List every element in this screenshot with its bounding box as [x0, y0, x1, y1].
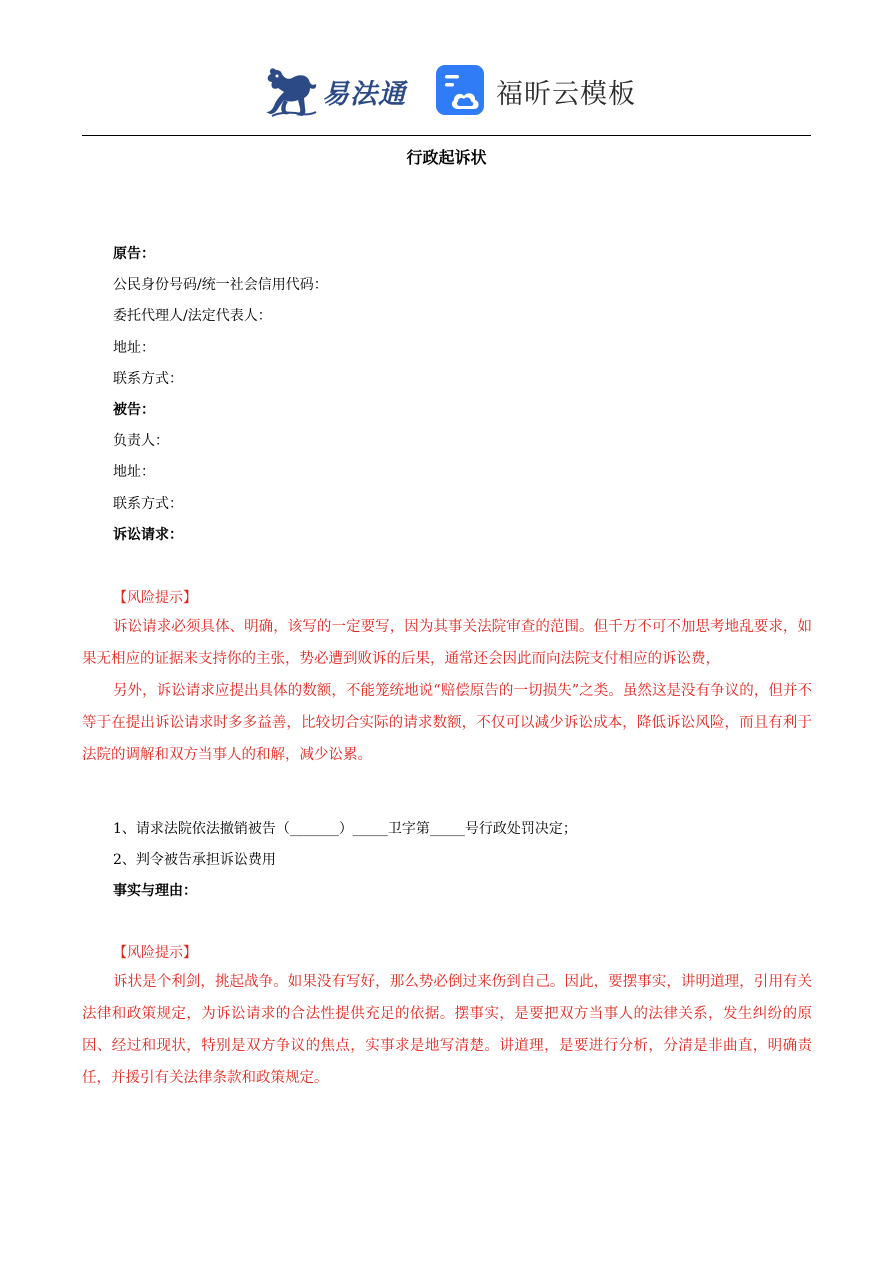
plaintiff-id-field: 公民身份号码/统一社会信用代码：: [113, 277, 328, 293]
risk-tip-paragraph-1a: 诉讼请求必须具体、明确，该写的一定要写，因为其事关法院审查的范围。但千万不可不加思考地乱要求，如果无相应的证据来支持你的主张，势必遭到败诉的后果，通常还会因此而向法院支付相应的诉讼费，: [82, 619, 812, 667]
risk-tip-paragraph-1b: 另外，诉讼请求应提出具体的数额，不能笼统地说“赔偿原告的一切损失”之类。虽然这是没有争议的，但并不等于在提出诉讼请求时多多益善，比较切合实际的请求数额，不仅可以减少诉讼成本，降低诉讼风险，而且有利于法院的调解和双方当事人的和解，减少讼累。: [82, 683, 812, 763]
foxit-template-logo: [436, 65, 636, 117]
yifatong-brand-text: 易法通: [322, 78, 406, 110]
plaintiff-contact-field: 联系方式：: [113, 371, 183, 387]
risk-tip-label-2: 【风险提示】: [113, 945, 197, 961]
risk-tip-paragraph-2: 诉状是个利剑，挑起战争。如果没有写好，那么势必倒过来伤到自己。因此，要摆事实，讲明道理，引用有关法律和政策规定，为诉讼请求的合法性提供充足的依据。摆事实，是要把双方当事人的法律关系，发生纠纷的原因、经过和现状，特别是双方争议的焦点，实事求是地写清楚。讲道理，是要进行分析，分清是非曲直，明确责任，并援引有关法律条款和政策规定。: [82, 974, 812, 1086]
plaintiff-address-field: 地址：: [113, 340, 155, 356]
qilin-horse-icon: [262, 62, 320, 120]
defendant-address-field: 地址：: [113, 464, 155, 480]
header-divider: [82, 135, 811, 136]
defendant-contact-field: 联系方式：: [113, 496, 183, 512]
page-header: [0, 60, 893, 122]
cloud-document-icon: [436, 65, 486, 117]
defendant-heading: 被告：: [113, 402, 155, 418]
claims-heading: 诉讼请求：: [113, 527, 183, 543]
plaintiff-agent-field: 委托代理人/法定代表人：: [113, 308, 272, 324]
document-title: 行政起诉状: [406, 148, 487, 167]
facts-heading: 事实与理由：: [113, 883, 197, 899]
risk-tip-label-1: 【风险提示】: [113, 590, 197, 606]
yifatong-logo: [262, 60, 406, 122]
plaintiff-heading: 原告：: [113, 246, 155, 262]
foxit-brand-text: 福昕云模板: [496, 78, 636, 110]
claim-item-2: 2、判令被告承担诉讼费用: [113, 852, 276, 868]
claim-item-1: 1、请求法院依法撤销被告（_______）_____卫字第_____号行政处罚决定；: [113, 821, 577, 837]
defendant-responsible-field: 负责人：: [113, 433, 169, 449]
